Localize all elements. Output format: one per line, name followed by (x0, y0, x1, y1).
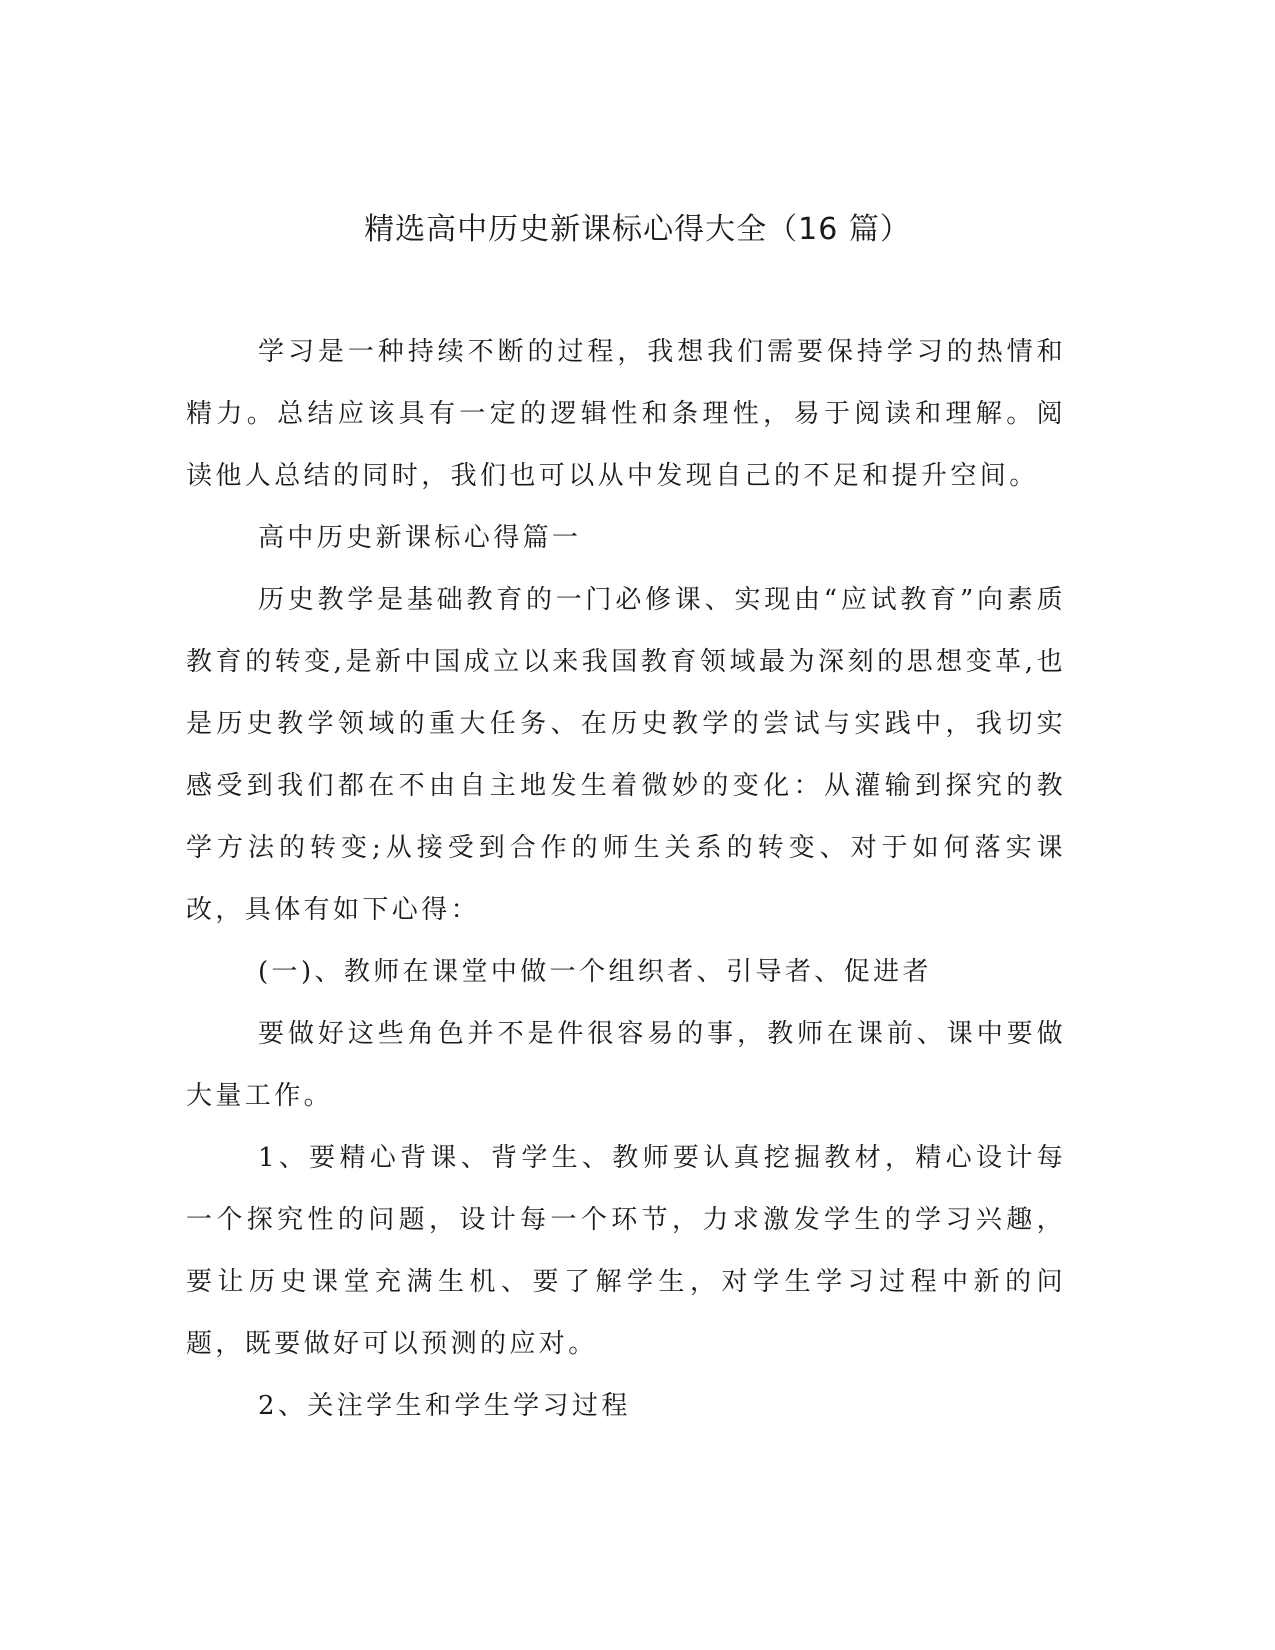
body-paragraph: 历史教学是基础教育的一门必修课、实现由“应试教育”向素质教育的转变,是新中国成立以来我国教育领域最为深刻的思想变革,也是历史教学领域的重大任务、在历史教学的尝试与实践中，我切实感受到我们都在不由自主地发生着微妙的变化：从灌输到探究的教学方法的转变;从接受到合作的师生关系的转变、对于如何落实课改，具体有如下心得： (186, 585, 1066, 925)
list-item-paragraph: 2、关注学生和学生学习过程 (258, 1391, 631, 1421)
body-paragraph: 要做好这些角色并不是件很容易的事，教师在课前、课中要做大量工作。 (186, 1019, 1066, 1111)
subsection-heading: (一)、教师在课堂中做一个组织者、引导者、促进者 (258, 957, 932, 987)
intro-paragraph: 学习是一种持续不断的过程，我想我们需要保持学习的热情和精力。总结应该具有一定的逻辑性和条理性，易于阅读和理解。阅读他人总结的同时，我们也可以从中发现自己的不足和提升空间。 (186, 337, 1066, 491)
document-title: 精选高中历史新课标心得大全（16 篇） (364, 212, 911, 247)
section-heading: 高中历史新课标心得篇一 (258, 523, 582, 553)
document-body (186, 321, 1066, 1437)
list-item-paragraph: 1、要精心背课、背学生、教师要认真挖掘教材，精心设计每一个探究性的问题，设计每一个环节，力求激发学生的学习兴趣，要让历史课堂充满生机、要了解学生，对学生学习过程中新的问题，既要做好可以预测的应对。 (186, 1143, 1066, 1359)
